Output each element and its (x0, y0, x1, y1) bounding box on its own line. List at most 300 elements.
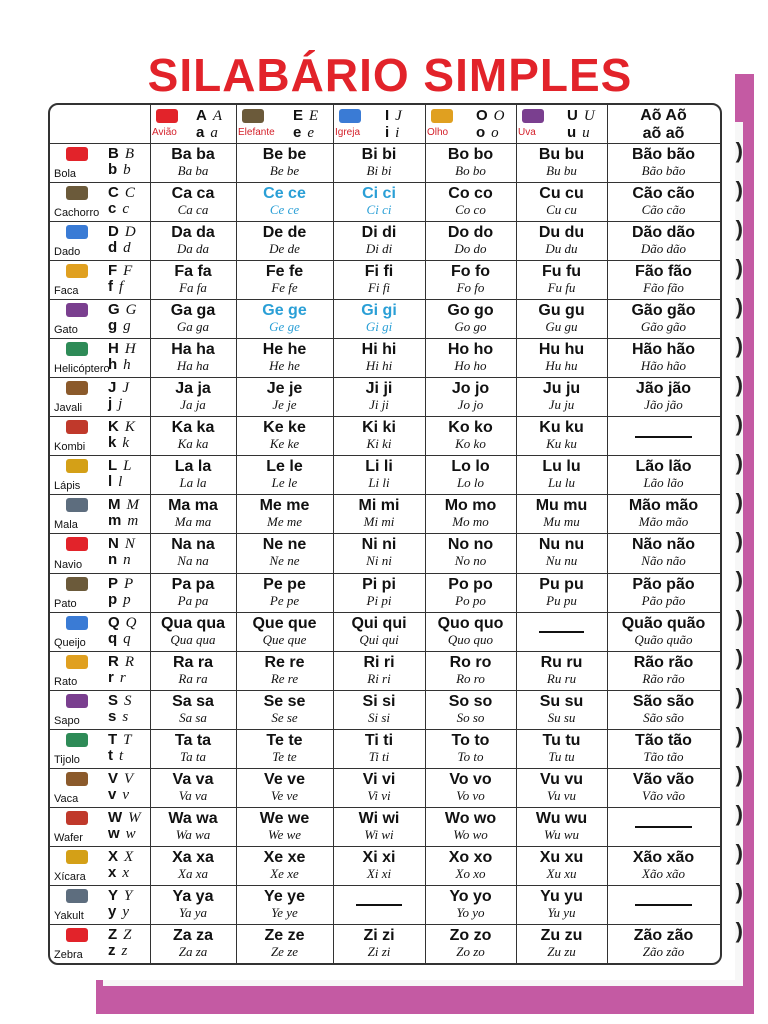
syllable-cell (425, 263, 516, 295)
syllable-cursive: Vi vi (367, 787, 391, 803)
syllable-cell (607, 771, 720, 803)
table-row (50, 416, 720, 456)
syllable-cursive: Bu bu (546, 163, 577, 178)
syllable-cursive: Quo quo (447, 631, 494, 647)
syllable-cell (236, 185, 333, 217)
syllable-print: Ni ni (361, 536, 397, 554)
uppercase-cursive: C (124, 185, 135, 202)
syllable-cell (425, 927, 516, 959)
syllable-cell (333, 576, 425, 608)
syllable-print: Vo vo (449, 770, 492, 788)
syllable-print: Ja ja (175, 380, 211, 398)
pencil-icon (66, 459, 88, 473)
lowercase-letter: n (108, 551, 118, 569)
row-word: Javali (54, 402, 83, 415)
lowercase-letter: t (108, 746, 113, 764)
lowercase-cursive: r (119, 669, 126, 686)
syllable-cell (150, 341, 236, 373)
lowercase-letter: k (108, 434, 117, 452)
syllable-print: Não não (631, 536, 696, 554)
syllable-cell (607, 224, 720, 256)
syllable-print: Hi hi (361, 341, 397, 359)
syllable-cursive: Ko ko (455, 436, 486, 452)
syllable-cell (425, 615, 516, 647)
back-sheet-edge-mark: ) (735, 177, 743, 202)
syllable-cell (607, 654, 720, 686)
syllable-cursive: Ra ra (178, 670, 208, 686)
syllable-cursive: Ti ti (368, 748, 390, 764)
syllable-print: Vão vão (632, 770, 695, 788)
syllable-cursive: Yu yu (547, 904, 576, 920)
uppercase-cursive: P (124, 575, 134, 592)
knife-icon (66, 264, 88, 278)
header-letters-lower (293, 125, 314, 142)
syllable-print: Co co (448, 185, 493, 203)
syllable-cell (425, 497, 516, 529)
back-sheet-edge-mark: ) (735, 879, 743, 904)
syllable-cell (333, 849, 425, 881)
back-sheet-edge-mark: ) (735, 684, 743, 709)
uppercase-letter: C (108, 184, 119, 202)
syllable-print: Me me (259, 497, 310, 515)
syllable-cursive: Gi gi (365, 319, 393, 335)
syllable-cursive: Vão vão (642, 787, 685, 803)
table-row (50, 612, 720, 652)
syllable-print: Xi xi (362, 848, 396, 866)
syllable-cursive: Zão zão (642, 943, 685, 959)
lowercase-letter: f (108, 278, 113, 296)
syllable-cell (607, 458, 720, 490)
syllable-cell (425, 341, 516, 373)
syllable-print: Ba ba (171, 146, 215, 163)
syllable-cell (236, 693, 333, 725)
syllable-print: Bu bu (538, 146, 585, 163)
syllable-print: Fão fão (635, 263, 692, 281)
row-word: Bola (54, 168, 77, 181)
row-word: Sapo (54, 714, 80, 727)
syllable-print: Gi gi (361, 302, 397, 320)
syllable-cell (333, 536, 425, 568)
syllable-print: Hão hão (631, 341, 696, 359)
lowercase-cursive: x (122, 864, 130, 881)
syllable-print: Te te (266, 731, 303, 749)
lowercase-letter: y (108, 902, 117, 920)
syllable-cell (516, 224, 607, 256)
syllable-print: São são (632, 692, 695, 710)
uppercase-cursive: Q (125, 614, 137, 631)
syllable-cell (333, 341, 425, 373)
uppercase-cursive: S (124, 692, 132, 709)
lowercase-cursive: d (123, 240, 131, 257)
uppercase-cursive: Z (123, 926, 132, 943)
syllable-print: Ga ga (170, 302, 216, 320)
back-sheet-edge-mark: ) (735, 918, 743, 943)
syllable-cursive: Ce ce (269, 202, 300, 218)
syllable-print: Zo zo (449, 926, 492, 944)
syllable-cursive: Ne ne (269, 553, 300, 569)
van-icon (66, 420, 88, 434)
table-row (50, 260, 720, 300)
syllable-print: We we (259, 809, 310, 827)
row-letters-lower (108, 513, 138, 530)
syllable-print: Zão zão (633, 926, 694, 944)
syllable-cell (607, 693, 720, 725)
syllable-print: Go go (447, 302, 494, 320)
uppercase-letter: L (108, 457, 118, 475)
syllable-cell (425, 771, 516, 803)
table-row (50, 924, 720, 964)
mouse-icon (66, 655, 88, 669)
syllable-cell (236, 536, 333, 568)
lowercase-letter: i (385, 124, 390, 141)
syllable-cell (236, 419, 333, 451)
back-sheet-edge-mark: ) (735, 294, 743, 319)
syllable-cell (150, 615, 236, 647)
lowercase-cursive: a (210, 125, 218, 141)
syllable-cursive: Po po (455, 592, 486, 608)
syllable-cell (425, 146, 516, 178)
uppercase-letter: K (108, 418, 119, 436)
syllable-cursive: Bi bi (366, 163, 392, 178)
church-icon (339, 109, 361, 123)
syllable-cell (333, 771, 425, 803)
lowercase-letter: s (108, 707, 117, 725)
row-word: Mala (54, 519, 78, 532)
back-sheet-edge-mark: ) (735, 138, 743, 163)
syllable-cell (333, 654, 425, 686)
uppercase-cursive: J (122, 380, 130, 397)
lowercase-cursive: w (125, 825, 136, 842)
syllable-cell (150, 458, 236, 490)
syllable-cell (236, 497, 333, 529)
syllable-print: Se se (263, 692, 306, 710)
uppercase-letter: G (108, 301, 120, 319)
syllable-cursive: Fão fão (643, 280, 684, 296)
lowercase-letter: m (108, 512, 122, 530)
syllable-print: Do do (447, 224, 494, 242)
syllable-print: Ka ka (171, 419, 215, 437)
lowercase-letter: w (108, 824, 120, 842)
row-letters-lower (108, 240, 131, 257)
syllable-print: Ru ru (540, 653, 583, 671)
syllable-cell (236, 849, 333, 881)
syllable-cell (516, 849, 607, 881)
lowercase-cursive: e (307, 125, 315, 141)
syllable-cursive: Cão cão (641, 202, 686, 218)
uppercase-cursive: F (123, 263, 133, 280)
syllable-cell (236, 380, 333, 412)
syllable-print: Ze ze (264, 926, 305, 944)
syllable-cursive: Hi hi (365, 358, 393, 374)
syllable-print: Ve ve (264, 770, 305, 788)
syllable-cell (425, 810, 516, 842)
syllable-cell (236, 732, 333, 764)
syllable-cell (516, 888, 607, 920)
lowercase-letter: q (108, 629, 118, 647)
syllable-cursive: He he (269, 358, 300, 374)
suitcase-icon (66, 498, 88, 512)
syllable-cell (516, 263, 607, 295)
syllable-print: Quo quo (437, 614, 504, 632)
syllable-cursive: Ga ga (176, 319, 210, 335)
syllable-print: Jo jo (451, 380, 490, 398)
syllable-cell (150, 927, 236, 959)
airplane-icon (156, 109, 178, 123)
syllable-cursive: Qui qui (359, 631, 399, 647)
syllable-print: Lão lão (635, 458, 692, 476)
syllable-cell (425, 732, 516, 764)
header-word-igreja: Igreja (335, 127, 361, 138)
header-nasal-print-lower: aõ aõ (642, 125, 685, 142)
header-nasal-print: Aõ Aõ (640, 107, 687, 124)
syllable-cursive: Quão quão (634, 631, 693, 647)
uppercase-cursive: V (124, 770, 134, 787)
lowercase-letter: r (108, 668, 114, 686)
syllable-cell (516, 576, 607, 608)
back-sheet-edge-mark: ) (735, 372, 743, 397)
syllable-cursive: Fu fu (547, 280, 576, 296)
syllable-cell (516, 810, 607, 842)
ball-icon (66, 147, 88, 161)
uppercase-cursive: N (124, 536, 135, 553)
syllable-cell (516, 419, 607, 451)
syllable-cursive: To to (457, 748, 484, 764)
syllable-cursive: Dão dão (640, 241, 687, 257)
table-row (50, 846, 720, 886)
syllable-print: Lo lo (451, 458, 490, 476)
header-letters (196, 108, 222, 125)
elephant-icon (242, 109, 264, 123)
syllable-cell (607, 146, 720, 178)
syllable-cursive: Xi xi (366, 865, 392, 881)
syllable-print: Li li (365, 458, 393, 476)
syllable-cursive: So so (456, 709, 485, 725)
uppercase-letter: Q (108, 613, 120, 631)
syllable-print: Cu cu (539, 185, 584, 203)
syllable-cell (425, 576, 516, 608)
syllable-cursive: Xa xa (178, 865, 208, 881)
row-letters-lower (108, 826, 136, 843)
lowercase-letter: v (108, 785, 117, 803)
syllable-cursive: Mu mu (543, 514, 580, 530)
row-word: Navio (54, 558, 83, 571)
syllable-cell (516, 927, 607, 959)
syllable-cell (150, 497, 236, 529)
table-row (50, 885, 720, 925)
uppercase-cursive: R (124, 653, 135, 670)
lowercase-letter: h (108, 356, 118, 374)
lowercase-letter: l (108, 473, 113, 491)
syllable-print: Rão rão (633, 653, 694, 671)
syllable-cell (150, 576, 236, 608)
syllable-print: Ci ci (362, 185, 396, 203)
uppercase-letter: E (293, 107, 304, 124)
row-letters-lower (108, 279, 123, 296)
syllable-cursive: Wu wu (543, 826, 580, 842)
zebra-icon (66, 928, 88, 942)
uppercase-letter: U (567, 107, 578, 124)
syllable-print: Xo xo (448, 848, 493, 866)
syllable-cursive: São são (643, 709, 684, 725)
syllable-cell (333, 927, 425, 959)
syllable-cell (236, 458, 333, 490)
syllable-print: Du du (538, 224, 585, 242)
back-sheet-edge-mark: ) (735, 216, 743, 241)
syllable-cell (516, 341, 607, 373)
syllable-cursive: Zi zi (367, 943, 391, 959)
header-letters-lower (385, 125, 399, 142)
syllable-print: Ro ro (449, 653, 492, 671)
uppercase-letter: O (476, 107, 488, 124)
header-letters (476, 108, 505, 125)
syllable-cell (425, 888, 516, 920)
syllable-cursive: Vo vo (456, 787, 485, 803)
syllable-print: Be be (262, 146, 307, 163)
syllable-print: Wo wo (444, 809, 497, 827)
table-header (50, 105, 720, 144)
syllable-print: Fe fe (265, 263, 304, 281)
syllable-cursive: Não não (641, 553, 686, 569)
syllable-cursive: Xão xão (642, 865, 685, 881)
uppercase-letter: W (108, 808, 123, 826)
uppercase-letter: I (385, 107, 390, 124)
table-row (50, 651, 720, 691)
uppercase-letter: Y (108, 886, 119, 904)
lowercase-letter: z (108, 941, 116, 959)
syllable-print: Nu nu (538, 536, 585, 554)
lowercase-cursive: o (491, 125, 499, 141)
syllable-print: Fu fu (541, 263, 582, 281)
syllable-cell (333, 732, 425, 764)
syllable-cell (150, 419, 236, 451)
syllable-print: De de (262, 224, 307, 242)
syllable-cell (607, 849, 720, 881)
syllable-cell (425, 419, 516, 451)
table-row (50, 494, 720, 534)
syllable-cursive: Si si (367, 709, 391, 725)
header-letters (293, 108, 318, 125)
syllable-table (48, 103, 722, 965)
syllable-print: Pu pu (539, 575, 584, 593)
syllable-print: Za za (172, 926, 213, 944)
back-sheet-edge-mark: ) (735, 801, 743, 826)
lowercase-letter: g (108, 317, 118, 335)
syllable-cell (607, 615, 720, 647)
syllable-cursive: Lu lu (547, 475, 576, 491)
syllable-print: Qua qua (160, 614, 225, 632)
syllable-cursive: We we (267, 826, 302, 842)
table-row (50, 143, 720, 183)
row-word: Helicóptero (54, 363, 110, 376)
syllable-cursive: Be be (269, 163, 300, 178)
syllable-cursive: Na na (177, 553, 209, 569)
syllable-print: Pão pão (632, 575, 695, 593)
syllable-cursive: Fe fe (271, 280, 298, 296)
syllable-cursive: Tão tão (643, 748, 684, 764)
syllable-cursive: No no (454, 553, 487, 569)
uppercase-letter: D (108, 223, 119, 241)
row-word: Cachorro (54, 207, 100, 220)
row-word: Yakult (54, 909, 84, 922)
syllable-print: Qui qui (351, 614, 407, 632)
syllable-cursive: Gu gu (545, 319, 578, 335)
syllable-print: Ma ma (168, 497, 218, 515)
back-sheet-edge-mark: ) (735, 645, 743, 670)
row-letters-lower (108, 865, 129, 882)
syllable-print: Ye ye (264, 887, 305, 905)
eye-icon (431, 109, 453, 123)
syllable-cell (150, 888, 236, 920)
syllable-cursive: Hu hu (545, 358, 578, 374)
syllable-cell (516, 380, 607, 412)
syllable-cursive: Ni ni (366, 553, 392, 569)
syllable-cursive: Ve ve (270, 787, 299, 803)
table-row (50, 729, 720, 769)
syllable-print: Xe xe (263, 848, 306, 866)
syllable-cursive: Wo wo (453, 826, 488, 842)
row-letters-lower (108, 201, 129, 218)
syllable-cursive: Do do (454, 241, 487, 257)
syllable-print: Ge ge (262, 302, 307, 320)
lowercase-letter: u (567, 124, 577, 141)
lowercase-cursive: c (122, 201, 130, 218)
table-row (50, 807, 720, 847)
syllable-print: Tão tão (635, 731, 692, 749)
syllable-print: Ya ya (172, 887, 214, 905)
syllable-print: Gu gu (538, 302, 585, 320)
syllable-print: Sa sa (172, 692, 214, 710)
syllable-cell (425, 224, 516, 256)
syllable-cursive: Ba ba (177, 163, 209, 178)
bottle-icon (66, 889, 88, 903)
syllable-cursive: Xe xe (270, 865, 299, 881)
header-letters-lower (567, 125, 590, 142)
row-letters-lower (108, 709, 128, 726)
uppercase-letter: Z (108, 925, 118, 943)
syllable-cursive: Bão bão (641, 163, 686, 178)
header-word-elefante: Elefante (238, 127, 275, 138)
syllable-cell (236, 341, 333, 373)
frog-icon (66, 694, 88, 708)
syllable-print: Ku ku (539, 419, 584, 437)
syllable-print: Xa xa (172, 848, 214, 866)
empty-syllable-dash (635, 904, 692, 906)
syllable-cell (236, 771, 333, 803)
syllable-cursive: Va va (178, 787, 208, 803)
uppercase-cursive: U (583, 108, 595, 124)
syllable-cursive: Ci ci (366, 202, 392, 218)
syllable-cursive: Te te (272, 748, 297, 764)
syllable-cursive: Mo mo (452, 514, 489, 530)
syllable-cursive: Pu pu (546, 592, 577, 608)
syllable-cell (333, 263, 425, 295)
syllable-cell (425, 302, 516, 334)
syllable-cursive: Pão pão (641, 592, 686, 608)
syllable-print: Ce ce (263, 185, 306, 203)
syllable-cell (333, 615, 425, 647)
lowercase-cursive: k (122, 435, 130, 452)
lowercase-letter: j (108, 395, 113, 413)
uppercase-cursive: X (124, 848, 134, 865)
cheese-icon (66, 616, 88, 630)
syllable-cell (150, 146, 236, 178)
syllable-print: Wi wi (358, 809, 400, 827)
empty-syllable-dash (539, 631, 585, 633)
syllable-cell (333, 224, 425, 256)
syllable-print: Ta ta (174, 731, 212, 749)
syllable-cell (333, 185, 425, 217)
syllable-cursive: Ze ze (270, 943, 299, 959)
